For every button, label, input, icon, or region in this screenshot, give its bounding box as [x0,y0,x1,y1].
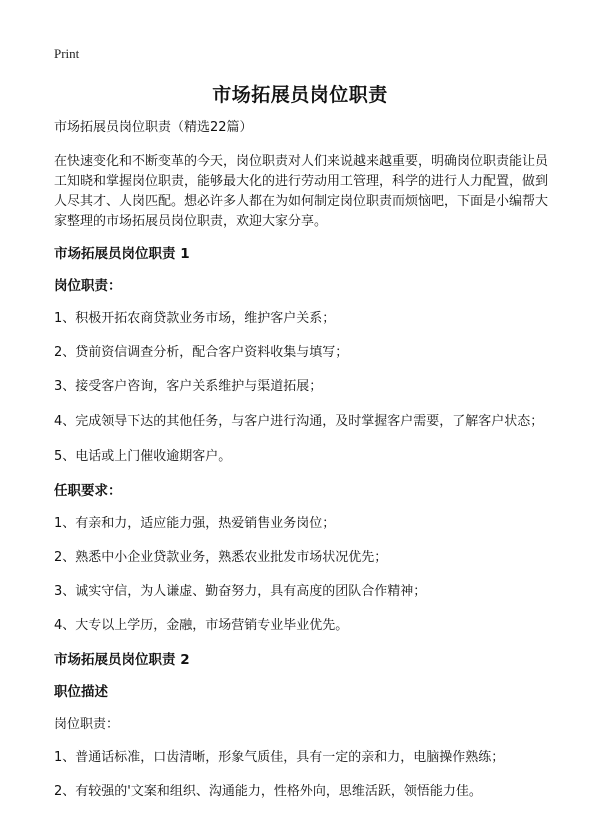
duties-label: 岗位职责： [54,278,122,294]
list-item: 4、完成领导下达的其他任务，与客户进行沟通，及时掌握客户需要，了解客户状态； [54,414,544,429]
list-item: 1、有亲和力，适应能力强，热爱销售业务岗位； [54,516,336,531]
section-heading-2: 市场拓展员岗位职责 2 [54,652,190,668]
print-link[interactable]: Print [54,46,80,61]
duties-label: 岗位职责： [54,717,120,732]
list-item: 3、接受客户咨询，客户关系维护与渠道拓展； [54,379,323,394]
section-heading-1: 市场拓展员岗位职责 1 [54,246,190,262]
list-item: 5、电话或上门催收逾期客户。 [54,449,232,464]
list-item: 4、大专以上学历，金融，市场营销专业毕业优先。 [54,618,349,633]
list-item: 2、熟悉中小企业贷款业务，熟悉农业批发市场状况优先； [54,550,388,565]
list-item: 1、积极开拓农商贷款业务市场，维护客户关系； [54,311,336,326]
intro-paragraph: 在快速变化和不断变革的今天，岗位职责对人们来说越来越重要，明确岗位职责能让员工知晓和掌握岗位职责，能够最大化的进行劳动用工管理，科学的进行人力配置，做到人尽其才、人岗匹配。想必许多人都在为如何制定岗位职责而烦恼吧，下面是小编帮大家整理的市场拓展员岗位职责，欢迎大家分享。 [54,154,549,229]
list-item: 2、贷前资信调查分析，配合客户资料收集与填写； [54,345,349,360]
document-subtitle: 市场拓展员岗位职责（精选22篇） [54,120,253,135]
document-body [54,119,554,817]
list-item: 2、有较强的'文案和组织、沟通能力，性格外向，思维活跃，领悟能力佳。 [54,784,482,799]
page-title: 市场拓展员岗位职责 [212,84,388,106]
job-description-label: 职位描述 [54,684,108,700]
list-item: 1、普通话标准，口齿清晰，形象气质佳，具有一定的亲和力，电脑操作熟练； [54,750,505,765]
list-item: 3、诚实守信，为人谦虚、勤奋努力，具有高度的团队合作精神； [54,584,427,599]
requirements-label: 任职要求： [54,483,122,499]
